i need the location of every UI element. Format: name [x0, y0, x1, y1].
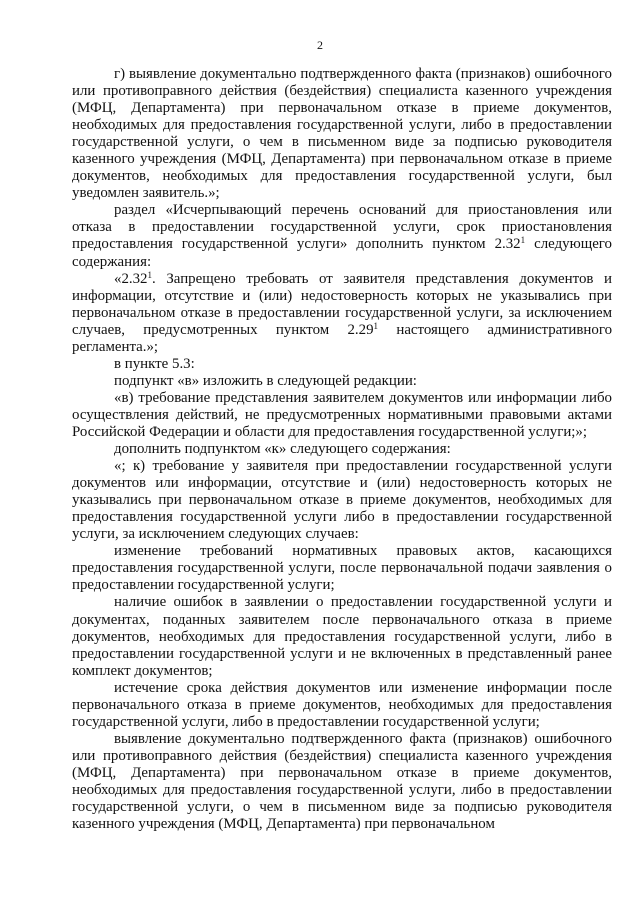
paragraph-item-g: г) выявление документально подтвержденного факта (признаков) ошибочного или противоправного действия (бездействия) специалиста казенного учреждения (МФЦ, Департамента) при первоначальном отказе в приеме документов, необходимых для предоставления государственной услуги, либо в предоставлении государственной услуги, о чем в письменном виде за подписью руководителя казенного учреждения (МФЦ, Департамента) при первоначальном отказе в приеме документов, необходимых для предоставления государственной услуги, был уведомлен заявитель.»;	[72, 66, 612, 202]
paragraph-subpoint-v: «в) требование представления заявителем документов или информации либо осуществления действий, не предусмотренных нормативными правовыми актами Российской Федерации и области для предоставления государственной услуги;»;	[72, 389, 612, 440]
paragraph-case-4: выявление документально подтвержденного факта (признаков) ошибочного или противоправного действия (бездействия) специалиста казенного учреждения (МФЦ, Департамента) при первоначальном отказе в приеме документов, необходимых для предоставления государственной услуги, либо в предоставлении государственной услуги, о чем в письменном виде за подписью руководителя казенного учреждения (МФЦ, Департамента) при первоначальном	[72, 730, 612, 833]
paragraph-text: следующего содержания:	[72, 236, 612, 270]
paragraph-text: раздел «Исчерпывающий перечень оснований для приостановления или отказа в предоставлении государственной услуги, срок приостановления предоставления государственной услуги» дополнить пунктом 2.32	[72, 202, 612, 253]
paragraph-section-amendment	[72, 202, 612, 270]
paragraph-subpoint-k-intro: дополнить подпунктом «к» следующего содержания:	[114, 441, 451, 458]
paragraph-case-1: изменение требований нормативных правовых актов, касающихся предоставления государственной услуги, после первоначальной подачи заявления о предоставлении государственной услуги;	[72, 543, 612, 594]
superscript: 1	[373, 320, 379, 331]
paragraph-text: настоящего административного регламента.»;	[72, 321, 613, 355]
paragraph-text: «2.32	[114, 270, 148, 287]
paragraph-case-2: наличие ошибок в заявлении о предоставлении государственной услуги и документах, поданных заявителем после первоначального отказа в приеме документов, необходимых для предоставления государственной услуги, либо в предоставлении государственной услуги и не включенных в представленный ранее комплект документов;	[72, 594, 612, 679]
paragraph-new-point	[72, 271, 612, 356]
paragraph-subpoint-v-intro: подпункт «в» изложить в следующей редакции:	[114, 372, 417, 389]
paragraph-text: . Запрещено требовать от заявителя представления документов и информации, отсутствие и (или) недостоверность которых не указывались при первоначальном отказе в предоставлении государственной услуги, за исключением случаев, предусмотренных пунктом 2.29	[72, 270, 612, 338]
superscript: 1	[147, 269, 153, 280]
paragraph-subpoint-k: «; к) требование у заявителя при предоставлении государственной услуги документов или информации, отсутствие и (или) недостоверность которых не указывались при первоначальном отказе в приеме документов, необходимых для предоставления государственной услуги либо в предоставлении государственной услуги, за исключением следующих случаев:	[72, 458, 612, 543]
paragraph-case-3: истечение срока действия документов или изменение информации после первоначального отказа в приеме документов, необходимых для предоставления государственной услуги, либо в предоставлении государственной услуги;	[72, 679, 612, 730]
superscript: 1	[520, 235, 526, 246]
page-number: 2	[317, 38, 323, 52]
paragraph-point-5-3: в пункте 5.3:	[114, 355, 195, 372]
document-body	[72, 66, 612, 833]
